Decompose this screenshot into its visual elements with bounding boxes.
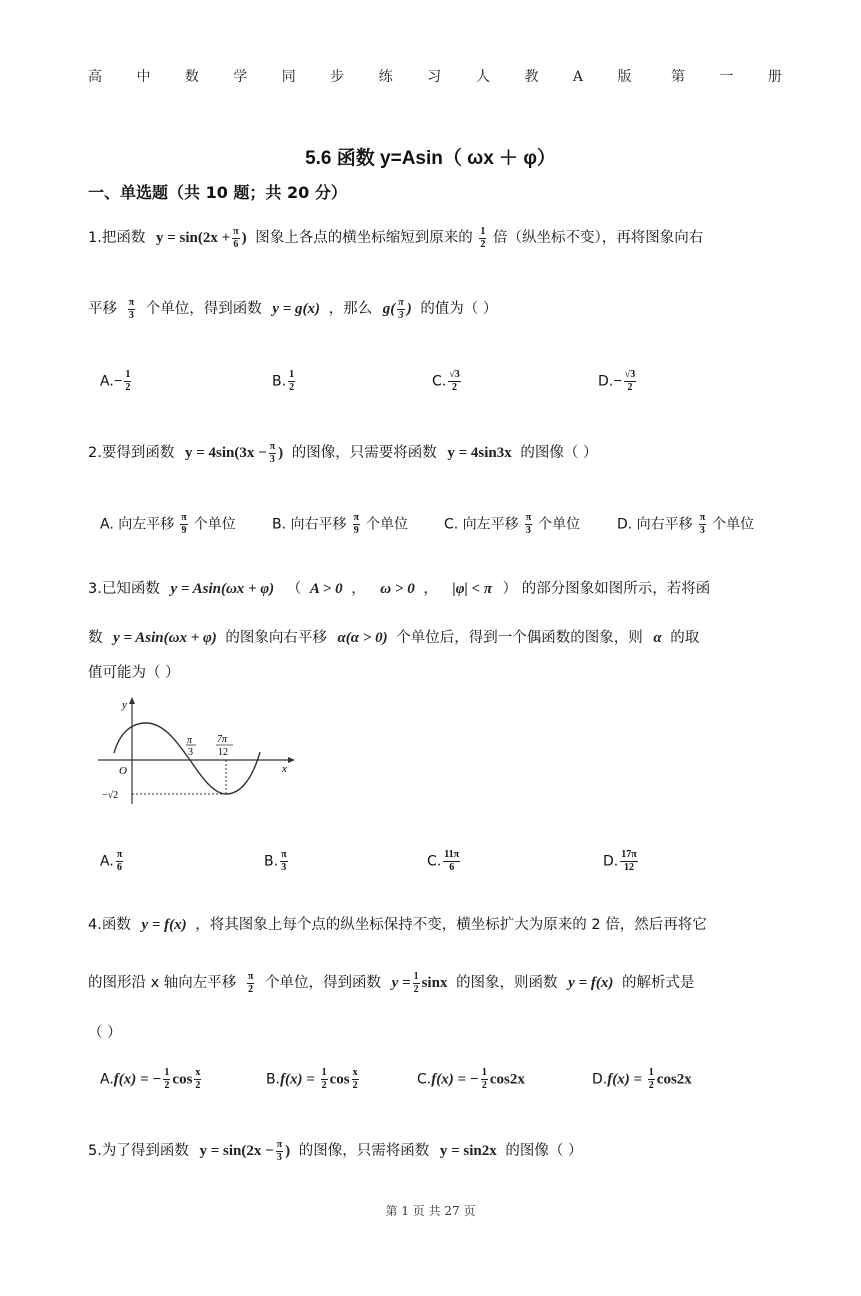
header-mid: 人 教 A 版 xyxy=(476,69,647,85)
q4-line2: 的图形沿 x 轴向左平移 $\frac{\pi}{2}$ 个单位，得到函数 y = $\frac{1}{2}$ sinx 的图象，则函数 y = f(x) 的解析式是 xyxy=(88,970,695,996)
tick-pi3-num: π xyxy=(187,735,193,746)
q1-option-c[interactable]: C. $\frac{√3}{2}$ xyxy=(432,369,460,393)
q5-source-function: y = sin2x xyxy=(439,1143,497,1159)
y-axis-label: y xyxy=(122,699,127,711)
q3-option-c[interactable]: C. $\frac{11\pi}{6}$ xyxy=(427,849,460,873)
q4-line3: （ ） xyxy=(88,1025,122,1041)
q1-gvalue: g( $\frac{\pi}{3}$ ) xyxy=(382,297,412,322)
q1-shift: $\frac{\pi}{3}$ xyxy=(128,296,135,321)
q5-function: y = sin(2x − $\frac{\pi}{3}$ ) xyxy=(199,1139,291,1164)
tick-7pi12-num: 7π xyxy=(217,734,228,745)
ymin-label: −√2 xyxy=(102,790,119,801)
tick-pi3-den: 3 xyxy=(188,747,193,758)
q2-option-b[interactable]: B. 向右平移 $\frac{\pi}{9}$ 个单位 xyxy=(272,512,408,536)
q3-option-b[interactable]: B. $\frac{\pi}{3}$ xyxy=(264,849,287,873)
q5-line: 5.为了得到函数 y = sin(2x − $\frac{\pi}{3}$ ) 的图像，只需将函数 y = sin2x 的图像（ ） xyxy=(88,1139,583,1164)
q2-line: 2.要得到函数 y = 4sin(3x − $\frac{\pi}{3}$ ) 的图像，只需要将函数 y = 4sin3x 的图像（ ） xyxy=(88,441,598,466)
q3-line1: 3.已知函数 y = Asin(ωx + φ) （ A > 0 ， ω > 0 ， |φ| < π ） 的部分图象如图所示，若将函 xyxy=(88,581,711,597)
q1-option-b[interactable]: B. $\frac{1}{2}$ xyxy=(272,369,295,393)
y-axis-arrow xyxy=(129,697,135,704)
q2-source-function: y = 4sin3x xyxy=(447,445,512,461)
q1-line2: 平移 $\frac{\pi}{3}$ 个单位，得到函数 y = g(x) ，那么 g( $\frac{\pi}{3}$ ) 的值为（ ） xyxy=(88,296,498,322)
page-footer: 第 1 页 共 27 页 xyxy=(385,1204,476,1218)
q4-option-a[interactable]: A.f(x) = − $\frac{1}{2}$ cos $\frac{x}{2}$ xyxy=(100,1067,201,1091)
origin-label: O xyxy=(119,765,127,777)
q1-function: y = sin(2x + $\frac{\pi}{6}$ ) xyxy=(155,226,247,251)
q1-option-d[interactable]: D.− $\frac{√3}{2}$ xyxy=(598,369,636,393)
x-axis-arrow xyxy=(288,757,295,763)
q3-option-a[interactable]: A. $\frac{\pi}{6}$ xyxy=(100,849,123,873)
q4-option-d[interactable]: D.f(x) = $\frac{1}{2}$ cos2x xyxy=(592,1067,692,1091)
q3-option-d[interactable]: D. $\frac{17\pi}{12}$ xyxy=(603,849,637,873)
q4-option-c[interactable]: C.f(x) = − $\frac{1}{2}$ cos2x xyxy=(417,1067,525,1091)
q4-target-function: y = $\frac{1}{2}$ sinx xyxy=(391,971,448,996)
tick-7pi12-den: 12 xyxy=(218,747,228,758)
q2-option-d[interactable]: D. 向右平移 $\frac{\pi}{3}$ 个单位 xyxy=(617,512,755,536)
q2-function: y = 4sin(3x − $\frac{\pi}{3}$ ) xyxy=(184,441,284,466)
q3-function: y = Asin(ωx + φ) xyxy=(170,581,275,597)
q1-half: $\frac{1}{2}$ xyxy=(480,225,486,250)
q4-function: y = f(x) xyxy=(141,917,187,933)
q3-line2: 数 y = Asin(ωx + φ) 的图象向右平移 α(α > 0) 个单位后，得到一个偶函数的图象，则 α 的取 xyxy=(88,630,700,646)
header-right: 第 一 册 xyxy=(671,69,797,85)
page-header xyxy=(88,66,797,86)
q3-line3: 值可能为（ ） xyxy=(88,665,180,681)
q2-option-a[interactable]: A. 向左平移 $\frac{\pi}{9}$ 个单位 xyxy=(100,512,236,536)
header-left: 高 中 数 学 同 步 练 习 xyxy=(88,69,457,85)
section-heading: 一、单选题（共 10 题；共 20 分） xyxy=(88,183,347,202)
q4-option-b[interactable]: B.f(x) = $\frac{1}{2}$ cos $\frac{x}{2}$ xyxy=(266,1067,358,1091)
q2-option-c[interactable]: C. 向左平移 $\frac{\pi}{3}$ 个单位 xyxy=(444,512,581,536)
page-title: 5.6 函数 y=Asin（ ωx ＋ φ） xyxy=(305,148,556,169)
q3-graph xyxy=(92,692,302,807)
q1-line1: 1.把函数 y = sin(2x + $\frac{\pi}{6}$ ) 图象上各点的横坐标缩短到原来的 $\frac{1}{2}$ 倍（纵坐标不变），再将图象向右 xyxy=(88,225,704,251)
x-axis-label: x xyxy=(282,763,287,775)
q1-g: y = g(x) xyxy=(272,301,321,317)
q1-option-a[interactable]: A.− $\frac{1}{2}$ xyxy=(100,369,131,393)
sine-curve xyxy=(114,723,260,794)
q4-line1: 4.函数 y = f(x) ，将其图象上每个点的纵坐标保持不变，横坐标扩大为原来的 2 倍，然后再将它 xyxy=(88,917,707,933)
